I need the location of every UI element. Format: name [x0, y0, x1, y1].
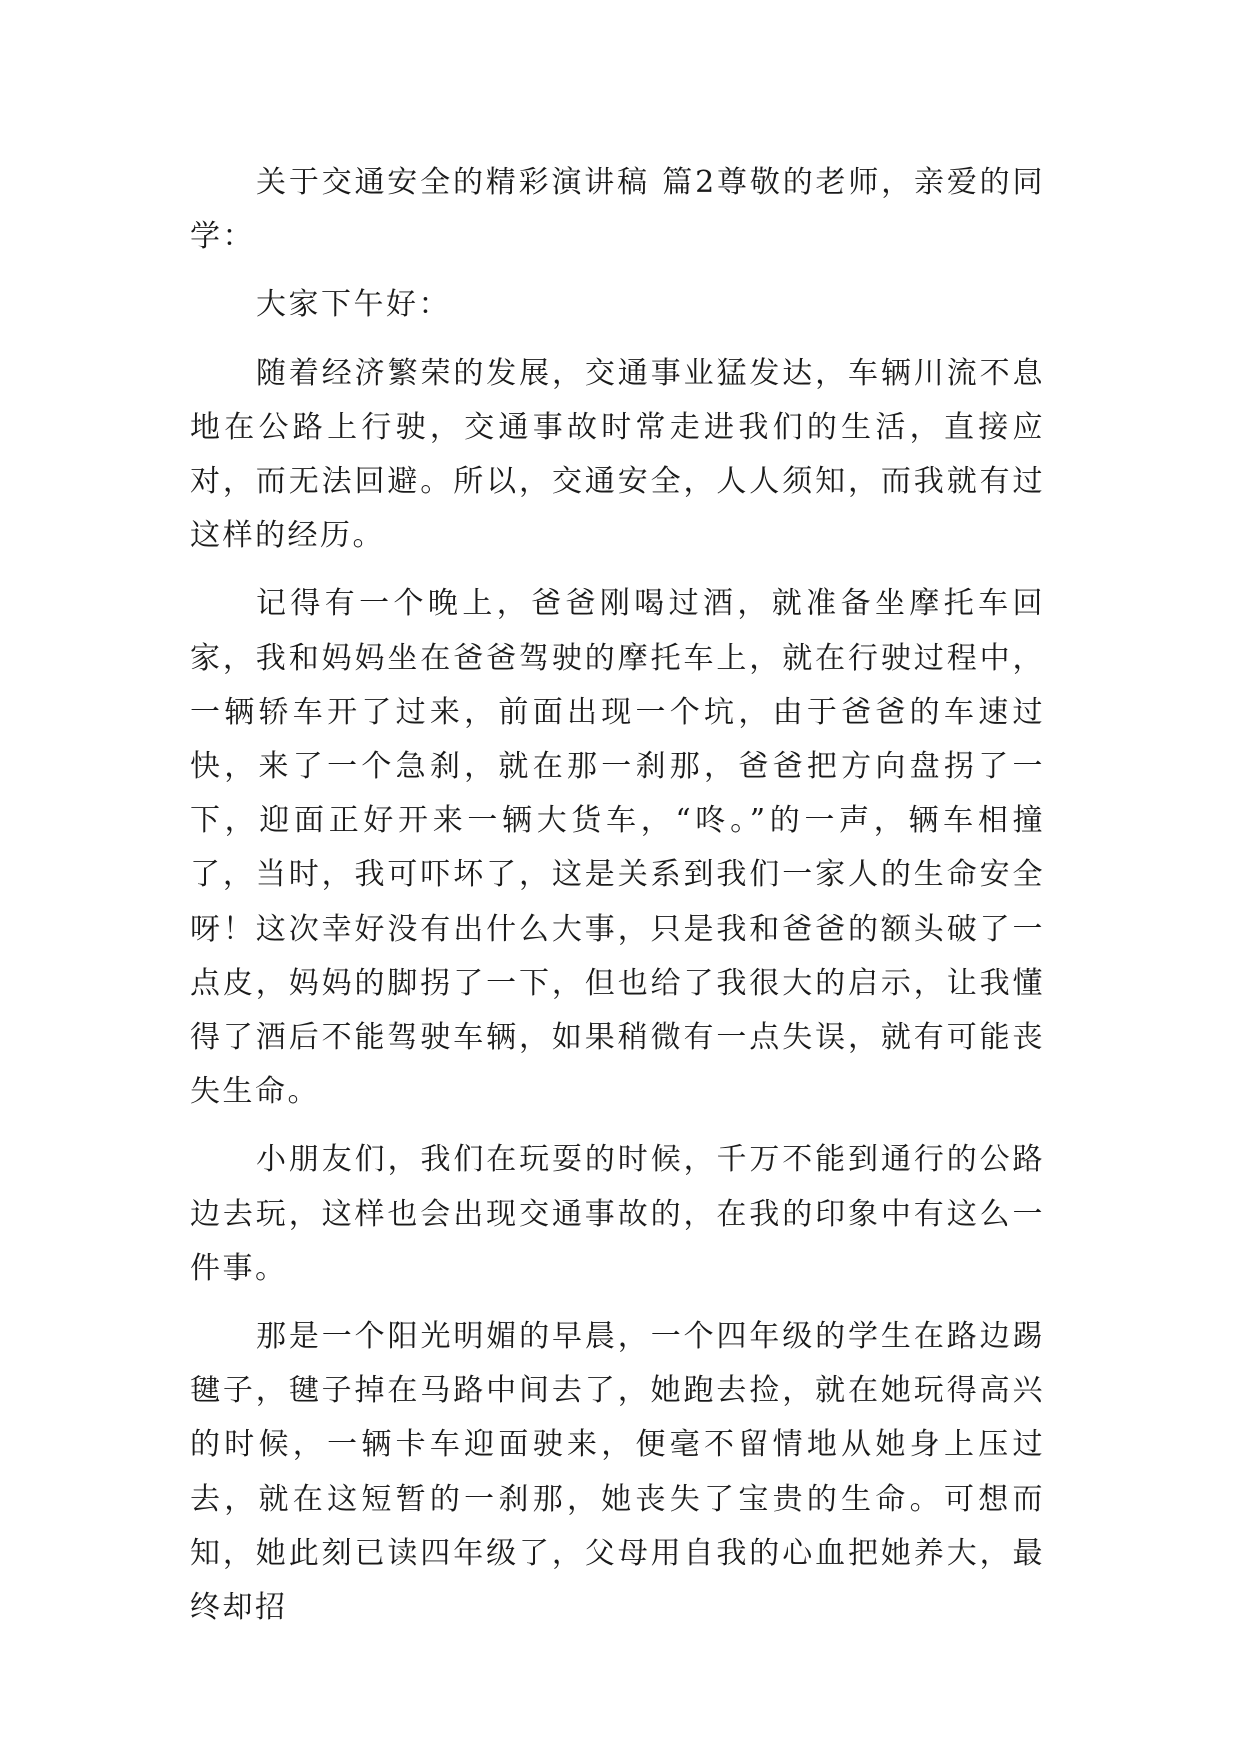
speech-title-and-salutation: 关于交通安全的精彩演讲稿 篇2尊敬的老师，亲爱的同学： — [190, 165, 1045, 255]
document-body — [190, 156, 1045, 1649]
body-paragraph: 随着经济繁荣的发展，交通事业猛发达，车辆川流不息地在公路上行驶，交通事故时常走进我们的生活，直接应对，而无法回避。所以，交通安全，人人须知，而我就有过这样的经历。 — [190, 355, 1045, 554]
body-paragraph: 记得有一个晚上，爸爸刚喝过酒，就准备坐摩托车回家，我和妈妈坐在爸爸驾驶的摩托车上，就在行驶过程中，一辆轿车开了过来，前面出现一个坑，由于爸爸的车速过快，来了一个急刹，就在那一刹那，爸爸把方向盘拐了一下，迎面正好开来一辆大货车，“咚。”的一声，辆车相撞了，当时，我可吓坏了，这是关系到我们一家人的生命安全呀！这次幸好没有出什么大事，只是我和爸爸的额头破了一点皮，妈妈的脚拐了一下，但也给了我很大的启示，让我懂得了酒后不能驾驶车辆，如果稍微有一点失误，就有可能丧失生命。 — [190, 586, 1045, 1110]
body-paragraph: 小朋友们，我们在玩耍的时候，千万不能到通行的公路边去玩，这样也会出现交通事故的，在我的印象中有这么一件事。 — [190, 1142, 1045, 1286]
greeting-paragraph: 大家下午好： — [256, 287, 451, 323]
body-paragraph: 那是一个阳光明媚的早晨，一个四年级的学生在路边踢毽子，毽子掉在马路中间去了，她跑去捡，就在她玩得高兴的时候，一辆卡车迎面驶来，便毫不留情地从她身上压过去，就在这短暂的一刹那，她丧失了宝贵的生命。可想而知，她此刻已读四年级了，父母用自我的心血把她养大，最终却招 — [190, 1319, 1045, 1626]
